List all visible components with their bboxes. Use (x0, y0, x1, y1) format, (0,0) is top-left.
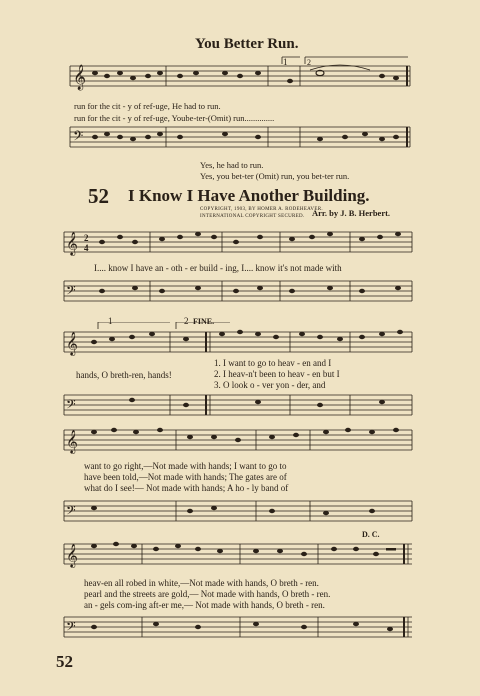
song-title-another-building: I Know I Have Another Building. (128, 186, 370, 205)
song2-system2-lyrics-left: hands, O breth-ren, hands! (76, 370, 172, 380)
song-title-you-better-run: You Better Run. (195, 36, 299, 52)
song2-verse3-line2: what do I see!— Not made with hands; A ho - ly band of (84, 483, 289, 493)
treble-staff-system-2 (0, 322, 480, 362)
svg-text:𝄞: 𝄞 (66, 231, 78, 255)
bass-staff-system-2 (0, 390, 480, 424)
svg-text:𝄞: 𝄞 (66, 543, 78, 567)
svg-text:𝄢: 𝄢 (73, 128, 84, 147)
song1-lyrics-line-4: Yes, you bet-ter (Omit) run, you bet-ter run. (200, 171, 350, 181)
bass-staff-system-3 (0, 496, 480, 530)
ending-1-label: 1 (108, 316, 113, 326)
song2-verse1-line3: heav-en all robed in white,—Not made with hands, O breth - ren. (84, 578, 319, 588)
fine-marking: FINE. (193, 317, 215, 326)
svg-text:1: 1 (283, 57, 288, 67)
song2-verse2-line1: 2. I heav-n't been to heav - en but I (214, 369, 340, 379)
copyright-line-1: COPYRIGHT, 1903, BY HOMER A. RODEHEAVER. (200, 207, 323, 212)
treble-staff-system-4 (0, 534, 480, 574)
song2-verse2-line2: have been told,—Not made with hands; The gates are of (84, 472, 287, 482)
treble-staff-song1 (0, 52, 480, 112)
svg-text:𝄢: 𝄢 (66, 619, 76, 637)
song1-lyrics-line-1: run for the cit - y of ref-uge, He had to run. (74, 101, 221, 111)
song1-lyrics-line-2: run for the cit - y of ref-uge, Yoube-ter-(Omit) run.............. (74, 113, 275, 123)
svg-text:2: 2 (84, 233, 89, 243)
song2-verse1-line2: want to go right,—Not made with hands; I want to go to (84, 461, 287, 471)
song2-chorus-lyrics: I.... know I have an - oth - er build - ing, I.... know it's not made with (94, 263, 342, 273)
dc-marking: D. C. (362, 530, 380, 539)
svg-text:𝄢: 𝄢 (66, 397, 76, 415)
svg-text:𝄢: 𝄢 (66, 503, 76, 521)
treble-staff-system-3 (0, 420, 480, 460)
arranger-credit: Arr. by J. B. Herbert. (312, 208, 391, 218)
page-number: 52 (56, 652, 73, 671)
bass-staff-system-1 (0, 276, 480, 310)
hymn-number: 52 (88, 184, 109, 208)
ending-2-label: 2 (184, 316, 189, 326)
song2-verse3-line3: an - gels com-ing aft-er me,— Not made with hands, O breth - ren. (84, 600, 325, 610)
svg-text:𝄞: 𝄞 (66, 331, 78, 355)
svg-text:𝄞: 𝄞 (66, 429, 78, 453)
svg-text:𝄢: 𝄢 (66, 283, 76, 301)
song2-verse2-line3: pearl and the streets are gold,— Not made with hands, O breth - ren. (84, 589, 331, 599)
svg-text:𝄞: 𝄞 (73, 65, 87, 90)
treble-staff-system-1 (0, 222, 480, 262)
copyright-line-2: INTERNATIONAL COPYRIGHT SECURED. (200, 214, 305, 219)
bass-staff-song1 (0, 122, 480, 162)
svg-text:4: 4 (84, 243, 89, 253)
song1-lyrics-line-3: Yes, he had to run. (200, 160, 264, 170)
song2-verse3-line1: 3. O look o - ver yon - der, and (214, 380, 326, 390)
bass-staff-system-4 (0, 612, 480, 646)
song2-verse1-line1: 1. I want to go to heav - en and I (214, 358, 332, 368)
svg-text:2: 2 (307, 58, 311, 67)
